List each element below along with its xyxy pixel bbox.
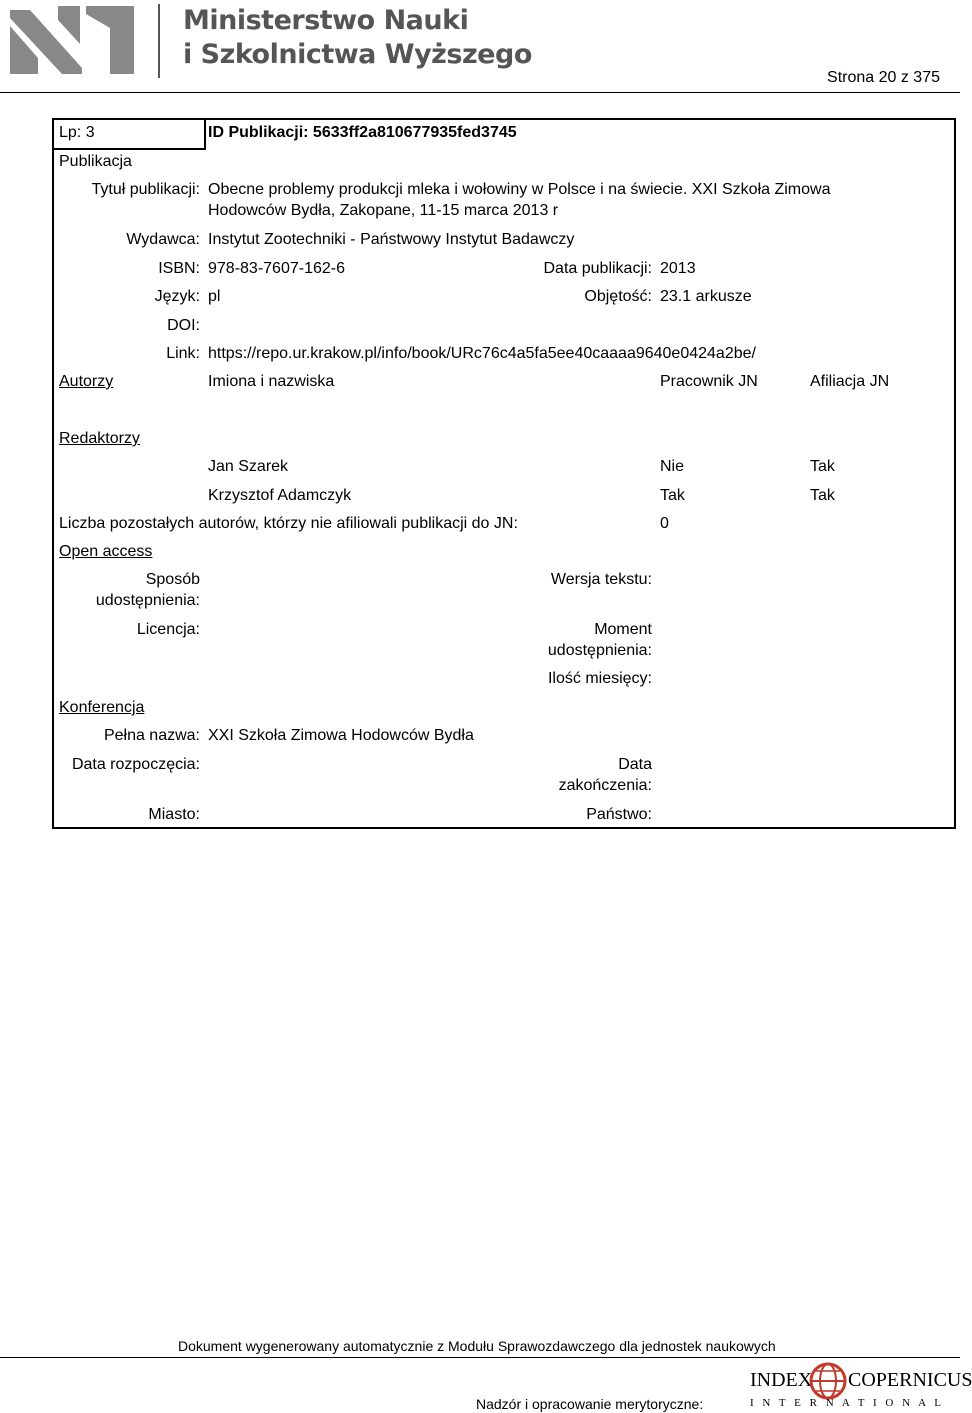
editor-affiliation: Tak	[810, 487, 835, 504]
publisher-label: Wydawca:	[126, 231, 200, 248]
ministry-logo	[10, 6, 140, 74]
oa-mode-label-1: Sposób	[145, 571, 200, 588]
isbn-value: 978-83-7607-162-6	[208, 260, 345, 277]
conf-country-label: Państwo:	[586, 806, 652, 823]
logo-copernicus-text: COPERNICUS	[848, 1369, 972, 1391]
pubdate-label: Data publikacji:	[543, 260, 652, 277]
logo-index-text: INDEX	[750, 1369, 813, 1391]
conf-city-label: Miasto:	[148, 806, 200, 823]
title-line1: Obecne problemy produkcji mleka i wołowiny w Polsce i na świecie. XXI Szkoła Zimowa	[208, 181, 831, 198]
oa-moment-label-1: Moment	[594, 621, 652, 638]
authors-heading: Autorzy	[59, 373, 114, 390]
ministry-name-line2: i Szkolnictwa Wyższego	[183, 39, 532, 70]
conference-heading: Konferencja	[59, 699, 145, 716]
publisher-value: Instytut Zootechniki - Państwowy Instytut Badawczy	[208, 231, 575, 248]
editor-name: Krzysztof Adamczyk	[208, 487, 352, 504]
doi-label: DOI:	[167, 317, 200, 334]
volume-value: 23.1 arkusze	[660, 288, 752, 305]
other-authors-value: 0	[660, 515, 669, 532]
index-copernicus-logo	[748, 1357, 972, 1411]
conf-start-label: Data rozpoczęcia:	[71, 756, 200, 773]
isbn-label: ISBN:	[158, 260, 200, 277]
language-value: pl	[208, 288, 221, 305]
other-authors-label: Liczba pozostałych autorów, którzy nie afiliowali publikacji do JN:	[59, 515, 518, 532]
publication-heading: Publikacja	[59, 153, 132, 170]
oa-version-label: Wersja tekstu:	[550, 571, 652, 588]
footer-supervision: Nadzór i opracowanie merytoryczne:	[476, 1396, 704, 1412]
logo-international-text: I N T E R N A T I O N A L	[750, 1397, 944, 1409]
editor-employee: Nie	[660, 458, 685, 475]
ministry-name-line1: Ministerstwo Nauki	[183, 5, 469, 36]
open-access-heading: Open access	[59, 543, 153, 560]
editor-affiliation: Tak	[810, 458, 835, 475]
editor-name: Jan Szarek	[208, 458, 289, 475]
footer-generated: Dokument wygenerowany automatycznie z Modułu Sprawozdawczego dla jednostek naukowych	[178, 1338, 776, 1354]
header-divider	[158, 4, 160, 78]
record-id: ID Publikacji: 5633ff2a810677935fed3745	[208, 124, 517, 141]
title-label: Tytuł publikacji:	[91, 181, 200, 198]
volume-label: Objętość:	[584, 288, 652, 305]
oa-license-label: Licencja:	[136, 621, 200, 638]
link-value[interactable]: https://repo.ur.krakow.pl/info/book/URc76c4a5fa5ee40caaaa9640e0424a2be/	[208, 345, 756, 362]
page-number: Strona 20 z 375	[827, 69, 940, 86]
logo-globe-icon	[808, 1361, 848, 1401]
oa-months-label: Ilość miesięcy:	[547, 670, 652, 687]
conf-full-name-label: Pełna nazwa:	[103, 727, 200, 744]
conf-full-name-value: XXI Szkoła Zimowa Hodowców Bydła	[208, 727, 474, 744]
authors-col-affiliation: Afiliacja JN	[810, 373, 890, 390]
language-label: Język:	[154, 288, 200, 305]
conf-end-label-2: zakończenia:	[558, 777, 652, 794]
record-lp: Lp: 3	[59, 124, 95, 141]
link-label: Link:	[166, 345, 200, 362]
editors-heading: Redaktorzy	[59, 430, 140, 447]
editor-employee: Tak	[660, 487, 685, 504]
oa-moment-label-2: udostępnienia:	[547, 642, 652, 659]
authors-col-name: Imiona i nazwiska	[208, 373, 335, 390]
header-rule	[0, 92, 960, 93]
conf-end-label-1: Data	[618, 756, 652, 773]
authors-col-employee: Pracownik JN	[660, 373, 758, 390]
pubdate-value: 2013	[660, 260, 696, 277]
oa-mode-label-2: udostępnienia:	[95, 592, 200, 609]
title-line2: Hodowców Bydła, Zakopane, 11-15 marca 2013 r	[208, 202, 559, 219]
